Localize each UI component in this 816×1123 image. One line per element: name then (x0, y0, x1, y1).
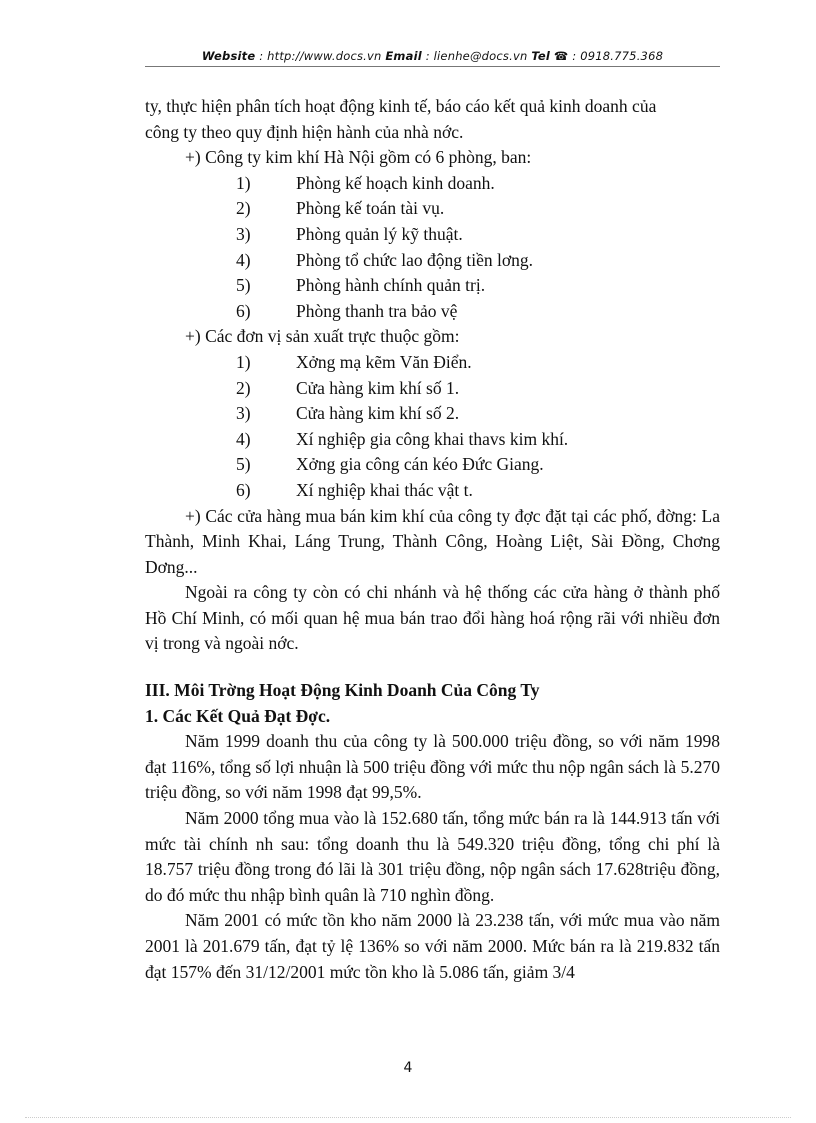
list-item-text: Phòng kế toán tài vụ. (296, 198, 445, 219)
stores-paragraph: +) Các cửa hàng mua bán kim khí của công ty đợc đặt tại các phố, đờng: La Thành, Minh Khai, Láng Trung, Thành Công, Hoàng Liệt, Sài Đồng, Chơng Dơng... (145, 505, 720, 577)
page-number: 4 (403, 1060, 413, 1076)
list-item (145, 248, 720, 274)
list-item (145, 452, 720, 478)
list-item-number: 4) (236, 249, 251, 270)
result-2001-paragraph: Năm 2001 có mức tồn kho năm 2000 là 23.238 tấn, với mức mua vào năm 2001 là 201.679 tấn, đạt tỷ lệ 136% so với năm 2000. Mức bán ra là 219.832 tấn đạt 157% đến 31/12/2001 mức tồn kho là 5.086 tấn, giảm 3/4 (145, 910, 720, 982)
list-item-number: 6) (236, 300, 251, 321)
header-tel-label: Tel (531, 49, 551, 63)
list-item (145, 427, 720, 453)
list-item (145, 273, 720, 299)
departments-list (145, 171, 720, 325)
list-item (145, 350, 720, 376)
list-item-number: 2) (236, 377, 251, 398)
header-divider (145, 66, 720, 67)
list-item-text: Cửa hàng kim khí số 2. (296, 403, 460, 424)
list-item-text: Phòng tổ chức lao động tiền lơng. (296, 249, 533, 270)
list-item-text: Xí nghiệp gia công khai thavs kim khí. (296, 428, 569, 449)
list-item-number: 3) (236, 223, 251, 244)
list-item (145, 376, 720, 402)
header-website-label: Website (201, 49, 256, 63)
result-1999-paragraph: Năm 1999 doanh thu của công ty là 500.000 triệu đồng, so với năm 1998 đạt 116%, tổng số lợi nhuận là 500 triệu đồng với mức thu nộp ngân sách là 5.270 triệu đồng, so với năm 1998 đạt 99,5%. (145, 731, 720, 803)
list-item-text: Phòng hành chính quản trị. (296, 275, 486, 296)
units-list (145, 350, 720, 504)
list-item-text: Phòng kế hoạch kinh doanh. (296, 172, 495, 193)
list-item-number: 5) (236, 454, 251, 475)
list-item-text: Cửa hàng kim khí số 1. (296, 377, 460, 398)
header-tel-number: : 0918.775.368 (568, 49, 664, 63)
section-spacer (145, 657, 720, 678)
units-intro: +) Các đơn vị sản xuất trực thuộc gồm: (185, 326, 460, 347)
list-item-text: Phòng thanh tra bảo vệ (296, 300, 458, 321)
list-item-text: Phòng quản lý kỹ thuật. (296, 223, 463, 244)
header-website-url[interactable]: : http://www.docs.vn (255, 49, 386, 63)
header-email-address[interactable]: : lienhe@docs.vn (421, 49, 532, 63)
list-item-number: 1) (236, 351, 251, 372)
list-item-number: 5) (236, 275, 251, 296)
list-item (145, 171, 720, 197)
page-bottom-border (25, 1117, 791, 1118)
list-item-number: 2) (236, 198, 251, 219)
list-item-number: 3) (236, 403, 251, 424)
intro-line-2: công ty theo quy định hiện hành của nhà nớc. (145, 121, 464, 142)
subsection-heading: 1. Các Kết Quả Đạt Đợc. (145, 705, 331, 726)
list-item (145, 196, 720, 222)
list-item-text: Xởng gia công cán kéo Đức Giang. (296, 454, 544, 475)
document-body (145, 94, 720, 985)
list-item-text: Xởng mạ kẽm Văn Điển. (296, 351, 472, 372)
list-item-number: 1) (236, 172, 251, 193)
page-header (145, 49, 720, 63)
list-item (145, 401, 720, 427)
intro-line-1: ty, thực hiện phân tích hoạt động kinh tế, báo cáo kết quả kinh doanh của (145, 96, 657, 116)
branch-paragraph: Ngoài ra công ty còn có chi nhánh và hệ thống các cửa hàng ở thành phố Hồ Chí Minh, có mối quan hệ mua bán trao đổi hàng hoá rộng rãi với nhiều đơn vị trong và ngoài nớc. (145, 582, 720, 654)
list-item-text: Xí nghiệp khai thác vật t. (296, 479, 473, 500)
departments-intro: +) Công ty kim khí Hà Nội gồm có 6 phòng, ban: (185, 147, 532, 168)
list-item (145, 299, 720, 325)
result-2000-paragraph: Năm 2000 tổng mua vào là 152.680 tấn, tổng mức bán ra là 144.913 tấn với mức tài chính nh sau: tổng doanh thu là 549.320 triệu đồng, tổng chi phí là 18.757 triệu đồng trong đó lãi là 301 triệu đồng, nộp ngân sách 17.628triệu đồng, do đó mức thu nhập bình quân là 710 nghìn đồng. (145, 808, 720, 905)
phone-icon: ☎ (553, 49, 569, 63)
list-item (145, 478, 720, 504)
section-heading: III. Môi Trờng Hoạt Động Kinh Doanh Của Công Ty (145, 680, 540, 701)
list-item-number: 6) (236, 479, 251, 500)
list-item-number: 4) (236, 428, 251, 449)
header-email-label: Email (385, 49, 422, 63)
list-item (145, 222, 720, 248)
